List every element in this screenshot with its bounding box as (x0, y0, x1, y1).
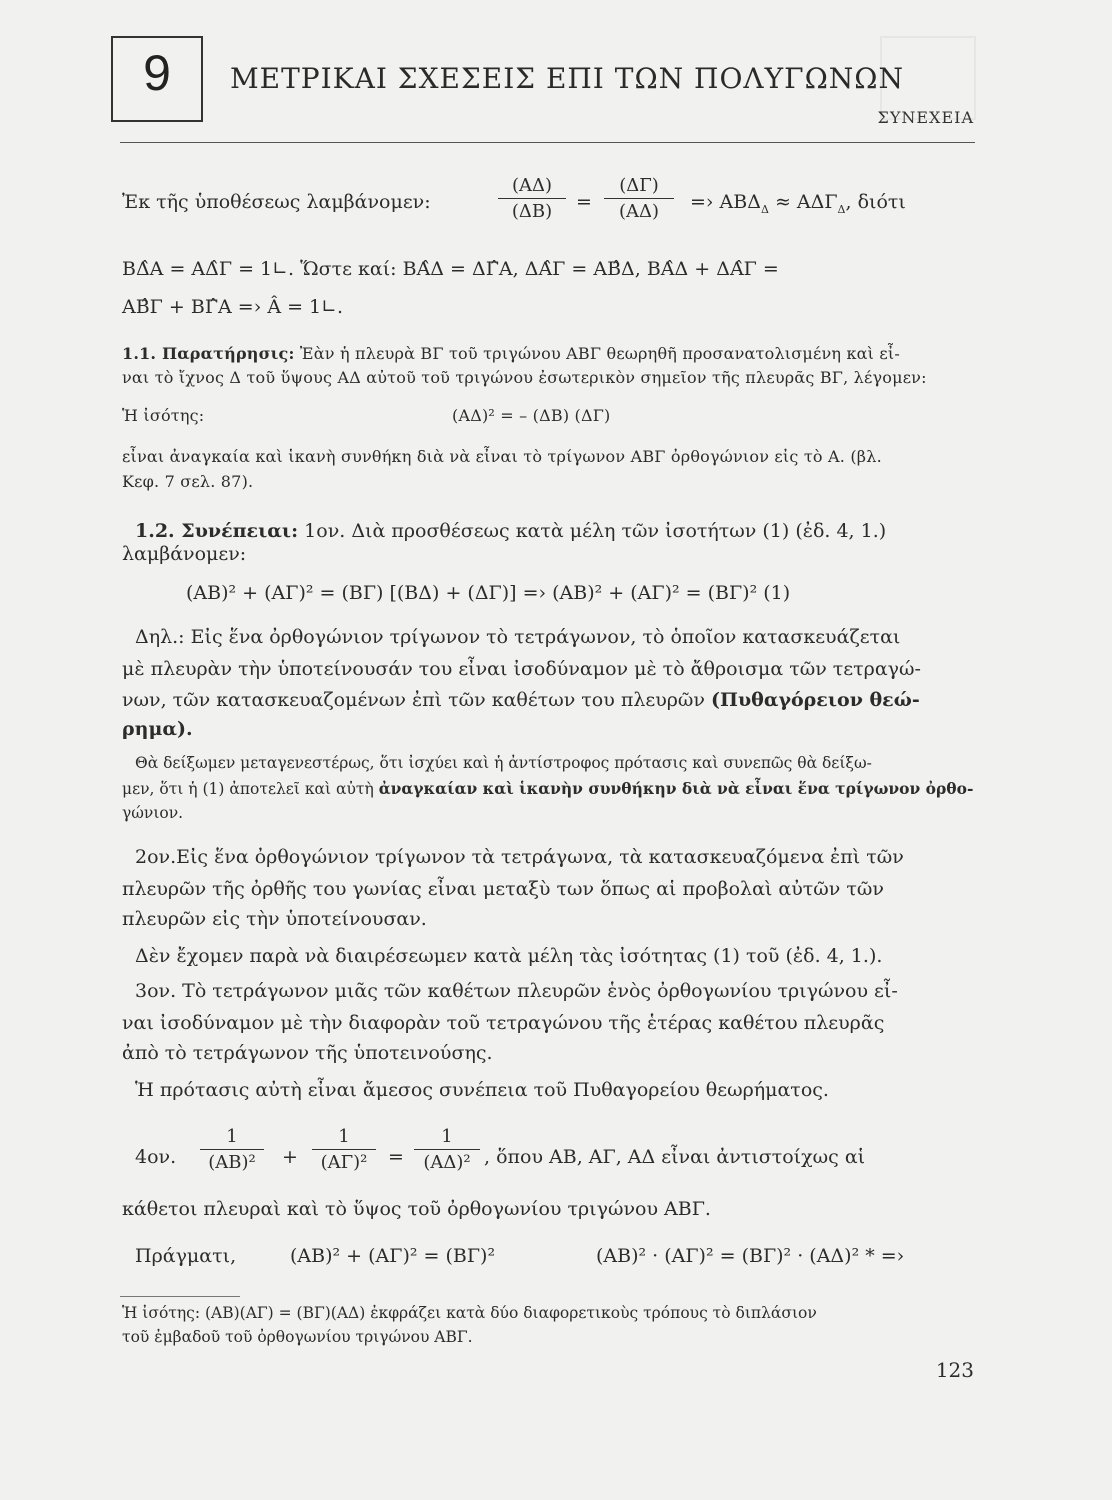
fraction-denominator: (ΑΔ)² (423, 1152, 471, 1173)
text-line: Ἐκ τῆς ὑποθέσεως λαμβάνομεν: (122, 191, 431, 213)
fraction-numerator: 1 (312, 1126, 376, 1150)
equals-sign: = (576, 191, 592, 213)
subscript: Δ (760, 202, 769, 216)
bold-term: ἀναγκαίαν καὶ ἱκανὴν συνθήκην διὰ νὰ εἶναι ἕνα τρίγωνον ὀρθο- (378, 779, 974, 798)
text-line: Ἡ ἰσότης: (122, 406, 205, 425)
text-line: ναι τὸ ἴχνος Δ τοῦ ὕψους ΑΔ αὐτοῦ τοῦ τριγώνου ἐσωτερικὸν σημεῖον τῆς πλευρᾶς ΒΓ, λέγομεν: (122, 368, 927, 387)
header-rule (120, 142, 975, 143)
fraction (312, 1126, 376, 1173)
text-line: γώνιον. (122, 804, 184, 822)
equation: (ΑΒ)² · (ΑΓ)² = (ΒΓ)² · (ΑΔ)² * =› (596, 1245, 905, 1267)
text-line: 2ον.Εἰς ἕνα ὀρθογώνιον τρίγωνον τὰ τετράγωνα, τὰ κατασκευαζόμενα ἐπὶ τῶν (135, 846, 904, 868)
text-fragment: μεν, ὅτι ἡ (1) ἀποτελεῖ καὶ αὐτὴ (122, 780, 374, 798)
page-number: 123 (935, 1358, 974, 1382)
implication: =› ΑΒΔ (690, 191, 761, 213)
similarity: ≈ ΑΔΓ (768, 191, 838, 213)
text-line: Κεφ. 7 σελ. 87). (122, 472, 254, 491)
fraction (604, 175, 674, 222)
text-line: Δηλ.: Εἰς ἕνα ὀρθογώνιον τρίγωνον τὸ τετράγωνον, τὸ ὁποῖον κατασκευάζεται (135, 626, 901, 648)
text-fragment: Ἐὰν ἡ πλευρὰ ΒΓ τοῦ τριγώνου ΑΒΓ θεωρηθῆ προσανατολισμένη καὶ εἶ- (299, 344, 900, 363)
equation: (ΑΒ)² + (ΑΓ)² = (ΒΓ) [(ΒΔ) + (ΔΓ)] =› (ΑΒ)² + (ΑΓ)² = (ΒΓ)² (1) (186, 582, 791, 604)
text-line (122, 344, 900, 363)
text-line: ἀπὸ τὸ τετράγωνον τῆς ὑποτεινούσης. (122, 1042, 493, 1064)
fraction-denominator: (ΑΔ) (618, 201, 660, 222)
fraction-numerator: 1 (200, 1126, 264, 1150)
footnote-line: Ἡ ἰσότης: (ΑΒ)(ΑΓ) = (ΒΓ)(ΑΔ) ἐκφράζει κατὰ δύο διαφορετικοὺς τρόπους τὸ διπλάσιον (122, 1304, 817, 1322)
text-line: ναι ἰσοδύναμον μὲ τὴν διαφορὰν τοῦ τετραγώνου τῆς ἑτέρας καθέτου πλευρᾶς (122, 1012, 885, 1034)
text-fragment: Πράγματι, (135, 1245, 237, 1267)
text-fragment: , διότι (845, 191, 906, 213)
text-line: πλευρῶν τῆς ὀρθῆς του γωνίας εἶναι μεταξὺ των ὅπως αἱ προβολαὶ αὐτῶν τῶν (122, 878, 884, 900)
text-line: Ἡ πρότασις αὐτὴ εἶναι ἄμεσος συνέπεια τοῦ Πυθαγορείου θεωρήματος. (135, 1079, 829, 1101)
text-line: Δὲν ἔχομεν παρὰ νὰ διαιρέσεωμεν κατὰ μέλη τὰς ἰσότητας (1) τοῦ (ἐδ. 4, 1.). (135, 945, 883, 967)
fraction-denominator: (ΔΒ) (511, 201, 553, 222)
text-line: ΒΔ̂Α = ΑΔ̂Γ = 1∟. Ὥστε καί: ΒΑ̂Δ = ΔΓ̂Α, ΔΑ̂Γ = ΑΒ̂Δ, ΒΑ̂Δ + ΔΑ̂Γ = (122, 258, 779, 280)
text-line: κάθετοι πλευραὶ καὶ τὸ ὕψος τοῦ ὀρθογωνίου τριγώνου ΑΒΓ. (122, 1198, 711, 1220)
text-line: εἶναι ἀναγκαία καὶ ἱκανὴ συνθήκη διὰ νὰ εἶναι τὸ τρίγωνον ΑΒΓ ὀρθογώνιον εἰς τὸ Α. (βλ. (122, 447, 882, 466)
equals-sign: = (388, 1146, 404, 1168)
footnote-rule (120, 1296, 240, 1297)
bold-term: ρημα). (122, 718, 193, 740)
item-label: 4ον. (135, 1146, 177, 1168)
text-line: λαμβάνομεν: (122, 543, 247, 565)
text-line (122, 779, 973, 798)
text-line (690, 191, 906, 216)
chapter-number: 9 (143, 45, 171, 101)
fraction (498, 175, 566, 222)
fraction-numerator: (ΔΓ) (604, 175, 674, 199)
bold-term: (Πυθαγόρειον θεώ- (711, 689, 920, 711)
text-line: 3ον. Τὸ τετράγωνον μιᾶς τῶν καθέτων πλευρῶν ἑνὸς ὀρθογωνίου τριγώνου εἶ- (135, 980, 898, 1002)
text-line (135, 520, 886, 542)
chapter-subtitle: ΣΥΝΕΧΕΙΑ (877, 108, 974, 127)
chapter-number-box (111, 36, 203, 122)
fraction-denominator: (ΑΒ)² (208, 1152, 256, 1173)
fraction-numerator: 1 (414, 1126, 480, 1150)
text-line (122, 689, 920, 711)
text-fragment: νων, τῶν κατασκευαζομένων ἐπὶ τῶν καθέτων του πλευρῶν (122, 689, 705, 711)
plus-sign: + (282, 1146, 298, 1168)
section-label: 1.2. Συνέπειαι: (135, 520, 299, 542)
text-fragment: , ὅπου ΑΒ, ΑΓ, ΑΔ εἶναι ἀντιστοίχως αἱ (484, 1146, 866, 1168)
chapter-title: ΜΕΤΡΙΚΑΙ ΣΧΕΣΕΙΣ ΕΠΙ ΤΩΝ ΠΟΛΥΓΩΝΩΝ (230, 62, 904, 95)
text-fragment: 1ον. Διὰ προσθέσεως κατὰ μέλη τῶν ἰσοτήτων (1) (ἐδ. 4, 1.) (304, 520, 887, 542)
fraction-denominator: (ΑΓ)² (320, 1152, 368, 1173)
text-line: πλευρῶν εἰς τὴν ὑποτείνουσαν. (122, 908, 427, 930)
equation: (ΑΔ)² = – (ΔΒ) (ΔΓ) (452, 406, 611, 425)
equation: (ΑΒ)² + (ΑΓ)² = (ΒΓ)² (290, 1245, 496, 1267)
fraction-numerator: (ΑΔ) (498, 175, 566, 199)
text-line: ΑΒ̂Γ + ΒΓ̂Α =› Â = 1∟. (122, 296, 344, 318)
text-line: Θὰ δείξωμεν μεταγενεστέρως, ὅτι ἰσχύει καὶ ἡ ἀντίστροφος πρότασις καὶ συνεπῶς θὰ δείξω- (135, 754, 872, 772)
footnote-line: τοῦ ἐμβαδοῦ τοῦ ὀρθογωνίου τριγώνου ΑΒΓ. (122, 1328, 473, 1346)
fraction (200, 1126, 264, 1173)
fraction (414, 1126, 480, 1173)
text-line: μὲ πλευρὰν τὴν ὑποτείνουσάν του εἶναι ἰσοδύναμον μὲ τὸ ἄθροισμα τῶν τετραγώ- (122, 658, 921, 680)
subscript: Δ (837, 202, 846, 216)
section-label: 1.1. Παρατήρησις: (122, 344, 295, 363)
